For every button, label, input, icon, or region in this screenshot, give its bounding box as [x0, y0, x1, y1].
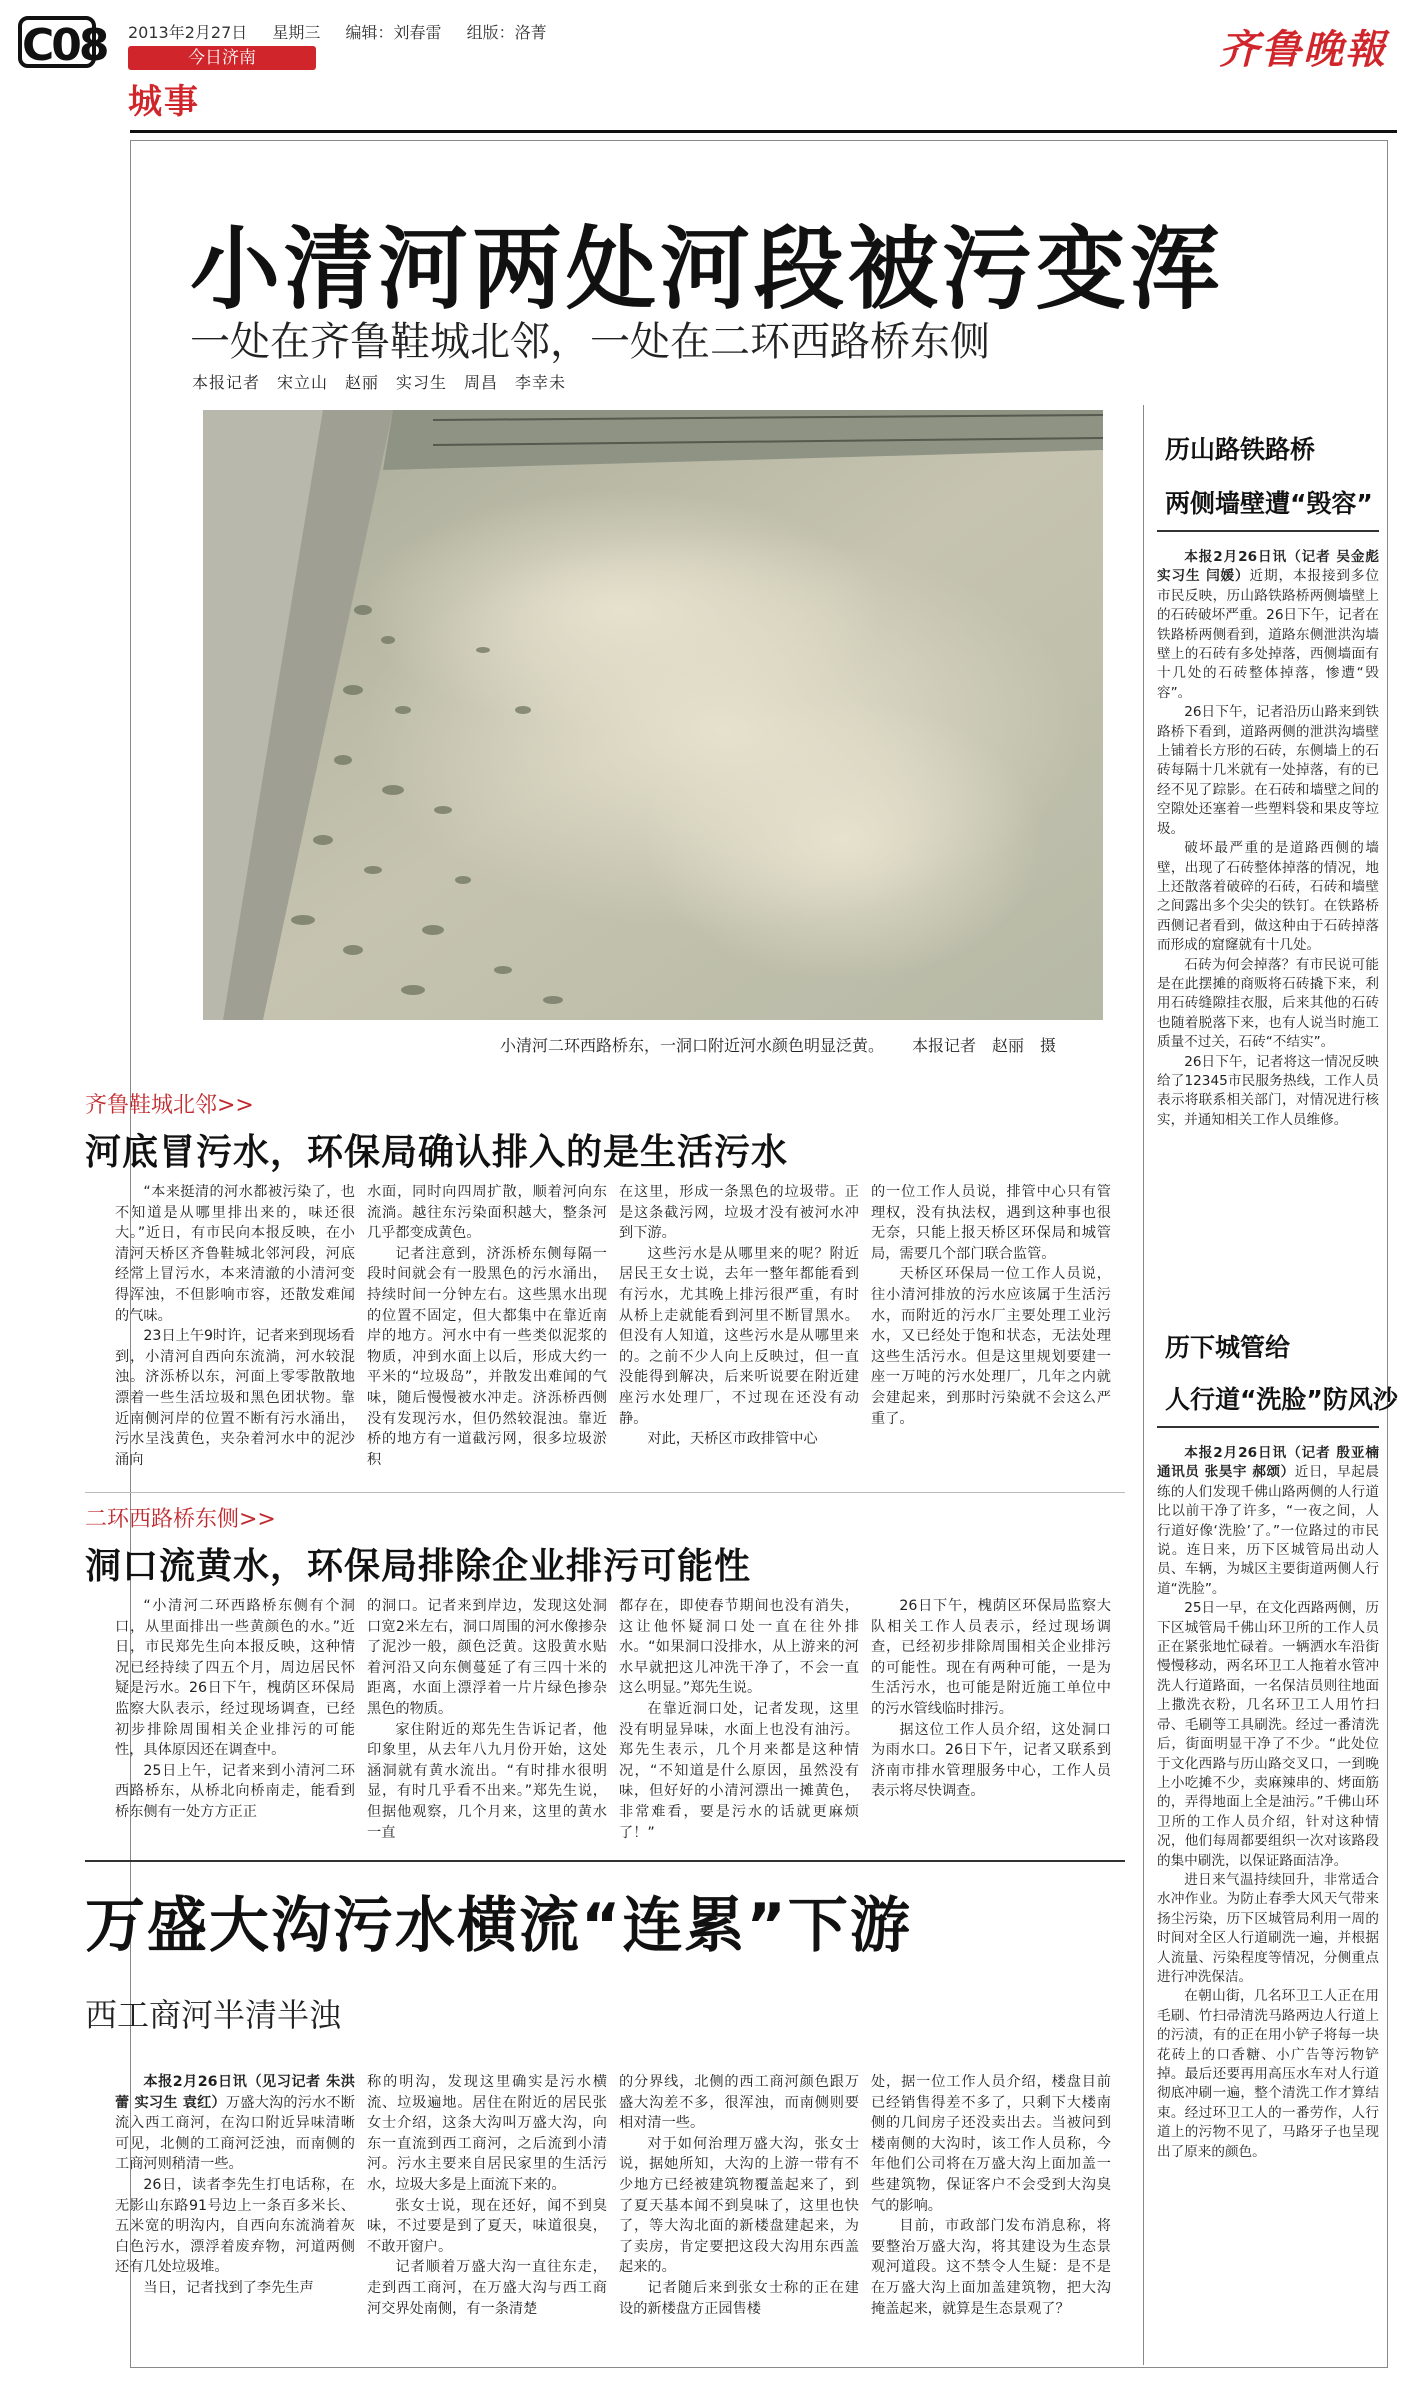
paragraph: “本来挺清的河水都被污染了，也不知道是从哪里排出来的，味还很大。”近日，有市民向本报反映，在小清河天桥区齐鲁鞋城北邻河段，河底经常上冒污水，本来清澈的小清河变得浑浊，不但影响市容，还散发难闻的气味。	[115, 1184, 355, 1324]
paragraph: 石砖为何会掉落？有市民说可能是在此摆摊的商贩将石砖撬下来，利用石砖缝隙挂衣服，后来其他的石砖也随着脱落下来，也有人说当时施工质量不过关，石砖“不结实”。	[1157, 956, 1379, 1051]
paragraph: 天桥区环保局一位工作人员说，往小清河排放的污水应该属于生活污水，而附近的污水厂主要处理工业污水，又已经处于饱和状态，无法处理这些生活污水。但是这里规划要建一座一万吨的污水处理厂，几年之内就会建起来，到那时污染就不会这么严重了。	[871, 1266, 1111, 1427]
paragraph: 记者注意到，济泺桥东侧每隔一段时间就会有一股黑色的污水涌出，持续时间一分钟左右。这些黑水出现的位置不固定，但大都集中在靠近南岸的地方。河水中有一些类似泥浆的物质，冲到水面上以后，形成大约一平米的“垃圾岛”，并散发出难闻的气味，随后慢慢被水冲走。济泺桥西侧没有发现污水，但仍然较混浊。靠近桥的地方有一道截污网，很多垃圾淤积	[367, 1245, 607, 1468]
paragraph: 当日，记者找到了李先生声	[143, 2279, 314, 2296]
sidebar-divider	[1143, 405, 1144, 2365]
paragraph: 26日下午，槐荫区环保局监察大队相关工作人员表示，经过现场调查，已经初步排除周围相关企业排污的可能性。现在有两种可能，一是为生活污水，也可能是附近施工单位中的污水管线临时排污。	[871, 1598, 1111, 1717]
designer-credit: 组版：洛菁	[466, 23, 547, 42]
paragraph: 破坏最严重的是道路西侧的墙壁，出现了石砖整体掉落的情况，地上还散落着破碎的石砖，石砖和墙壁之间露出多个尖尖的铁钉。在铁路桥西侧记者看到，做这种由于石砖掉落而形成的窟窿就有十几处。	[1157, 840, 1379, 954]
second-byline: 本报2月26日讯（见习记者 朱洪蕾 实习生 袁红）	[115, 2074, 355, 2111]
issue-weekday: 星期三	[272, 23, 321, 42]
section2-kicker: 二环西路桥东侧>>	[85, 1507, 276, 1532]
second-col-1	[115, 2072, 355, 2362]
sidebar2-rule	[1157, 1426, 1379, 1428]
paragraph: 近日，早起晨练的人们发现千佛山路两侧的人行道比以前干净了许多，“一夜之间，人行道好像‘洗脸’了。”一位路过的市民说。连日来，历下区城管局出动人员、车辆，为城区主要街道两侧人行道“洗脸”。	[1157, 1464, 1380, 1597]
section-name: 城事	[128, 82, 200, 122]
section1-kicker: 齐鲁鞋城北邻>>	[85, 1093, 254, 1118]
paragraph: 处，据一位工作人员介绍，楼盘目前已经销售得差不多了，只剩下大楼南侧的几间房子还没卖出去。当被问到楼南侧的大沟时，该工作人员称，今年他们公司将在万盛大沟上面加盖一些建筑物，保证客户不会受到大沟臭气的影响。	[871, 2074, 1111, 2214]
section1-col-2	[367, 1182, 607, 1472]
river-photo	[203, 410, 1103, 1020]
section2-col-1	[115, 1596, 355, 1846]
editor-credit: 编辑：刘春雷	[345, 23, 442, 42]
second-subheadline: 西工商河半清半浊	[85, 1996, 342, 2034]
paragraph: 在朝山街，几名环卫工人正在用毛刷、竹扫帚清洗马路两边人行道上的污渍，有的正在用小铲子将每一块花砖上的口香糖、小广告等污物铲掉。最后还要再用高压水车对人行道彻底冲刷一遍，整个清洗工作才算结束。经过环卫工人的一番劳作，人行道上的污物不见了，马路牙子也呈现出了原来的颜色。	[1157, 1988, 1379, 2160]
paragraph: 称的明沟，发现这里确实是污水横流、垃圾遍地。居住在附近的居民张女士介绍，这条大沟叫万盛大沟，向东一直流到西工商河，之后流到小清河。污水主要来自居民家里的生活污水，垃圾大多是上面流下来的。	[367, 2074, 607, 2193]
paragraph: 25日一早，在文化西路两侧，历下区城管局千佛山环卫所的工作人员正在紧张地忙碌着。一辆洒水车沿街慢慢移动，两名环卫工人拖着水管冲洗人行道路面，一名保洁员则往地面上撒洗衣粉，几名环卫工人用竹扫帚、毛刷等工具刷洗。经过一番清洗后，街面明显干净了不少。“此处位于文化西路与历山路交叉口，一到晚上小吃摊不少，卖麻辣串的、烤面筋的，弄得地面上全是油污。”千佛山环卫所的工作人员介绍，针对这种情况，他们每周都要组织一次对该路段的集中刷洗，以保证路面洁净。	[1157, 1600, 1379, 1869]
sidebar2-body	[1157, 1444, 1379, 2364]
paragraph: 25日上午，记者来到小清河二环西路桥东，从桥北向桥南走，能看到桥东侧有一处方方正正	[115, 1762, 355, 1820]
sidebar1-body	[1157, 548, 1379, 1268]
sidebar2-byline: 本报2月26日讯（记者 殷亚楠 通讯员 张昊宇 郝颂）	[1157, 1445, 1379, 1481]
section1-col-3	[619, 1182, 859, 1472]
paragraph: 的一位工作人员说，排管中心只有管理权，没有执法权，遇到这种事也很无奈，只能上报天桥区环保局和城管局，需要几个部门联合监管。	[871, 1184, 1111, 1262]
paragraph: “小清河二环西路桥东侧有个洞口，从里面排出一些黄颜色的水。”近日，市民郑先生向本报反映，这种情况已经持续了四五个月，周边居民怀疑是污水。26日下午，槐荫区环保局监察大队表示，经过现场调查，已经初步排除周围相关企业排污的可能性，具体原因还在调查中。	[115, 1598, 355, 1759]
paragraph: 进日来气温持续回升，非常适合水冲作业。为防止春季大风天气带来扬尘污染，历下区城管局利用一周的时间对全区人行道刷洗一遍，并根据人流量、污染程度等情况，分侧重点进行冲洗保洁。	[1157, 1871, 1379, 1985]
second-col-4	[871, 2072, 1111, 2362]
section-tab: 今日济南	[128, 46, 316, 70]
paragraph: 在这里，形成一条黑色的垃圾带。正是这条截污网，垃圾才没有被河水冲到下游。	[619, 1184, 859, 1242]
photo-caption	[500, 1033, 1056, 1056]
issue-meta	[128, 20, 567, 43]
paragraph: 记者顺着万盛大沟一直往东走，走到西工商河，在万盛大沟与西工商河交界处南侧，有一条清楚	[367, 2259, 607, 2317]
sidebar2-title-line2: 人行道“洗脸”防风沙	[1165, 1385, 1398, 1414]
paragraph: 23日上午9时许，记者来到现场看到，小清河自西向东流淌，河水较混浊。济泺桥以东，河面上零零散散地漂着一些生活垃圾和黑色团状物。靠近南侧河岸的位置不断有污水涌出，污水呈浅黄色，夹杂着河水中的泥沙涌向	[115, 1328, 355, 1468]
lead-byline: 本报记者 宋立山 赵丽 实习生 周昌 李幸未	[192, 373, 567, 392]
sidebar1-byline: 本报2月26日讯（记者 吴金彪 实习生 闫媛）	[1157, 549, 1379, 585]
photo-credit: 本报记者 赵丽 摄	[912, 1036, 1057, 1055]
masthead-logo: 齐鲁晚報	[1219, 26, 1387, 73]
paragraph: 的分界线，北侧的西工商河颜色跟万盛大沟差不多，很浑浊，而南侧则要相对清一些。	[619, 2074, 859, 2132]
paragraph: 对此，天桥区市政排管中心	[647, 1431, 818, 1448]
second-headline: 万盛大沟污水横流“连累”下游	[85, 1891, 912, 1961]
paragraph: 26日，读者李先生打电话称，在无影山东路91号边上一条百多米长、五米宽的明沟内，自西向东流淌着灰白色污水，漂浮着废弃物，河道两侧还有几处垃圾堆。	[115, 2176, 355, 2276]
header-rule	[130, 130, 1397, 133]
sidebar2-title-line1: 历下城管给	[1165, 1333, 1291, 1362]
paragraph: 这些污水是从哪里来的呢？附近居民王女士说，去年一整年都能看到有污水，尤其晚上排污很严重，有时从桥上走就能看到河里不断冒黑水。但没有人知道，这些污水是从哪里来的。之前不少人向上反映过，但一直没能得到解决，后来听说要在附近建座污水处理厂，不过现在还没有动静。	[619, 1245, 859, 1427]
lead-headline: 小清河两处河段被污变浑	[190, 217, 1224, 322]
sidebar1-rule	[1157, 530, 1379, 532]
section-separator	[85, 1492, 1125, 1493]
paragraph: 对于如何治理万盛大沟，张女士说，据她所知，大沟的上游一带有不少地方已经被建筑物覆盖起来了，到了夏天基本闻不到臭味了，这里也快了，等大沟北面的新楼盘建起来，为了卖房，肯定要把这段大沟用东西盖起来的。	[619, 2135, 859, 2276]
section2-heading: 洞口流黄水，环保局排除企业排污可能性	[85, 1546, 752, 1587]
paragraph: 据这位工作人员介绍，这处洞口为雨水口。26日下午，记者又联系到济南市排水管理服务中心，工作人员表示将尽快调查。	[871, 1721, 1111, 1800]
page-number: C08	[18, 16, 96, 68]
section2-col-2	[367, 1596, 607, 1846]
paragraph: 26日下午，记者将这一情况反映给了12345市民服务热线，工作人员表示将联系相关部门，对情况进行核实，并通知相关工作人员维修。	[1157, 1053, 1379, 1128]
second-col-3	[619, 2072, 859, 2362]
section1-heading: 河底冒污水，环保局确认排入的是生活污水	[85, 1132, 789, 1173]
paragraph: 记者随后来到张女士称的正在建设的新楼盘方正园售楼	[619, 2279, 859, 2317]
paragraph: 26日下午，记者沿历山路来到铁路桥下看到，道路两侧的泄洪沟墙壁上铺着长方形的石砖，东侧墙上的石砖每隔十几米就有一处掉落，有的已经不见了踪影。在石砖和墙壁之间的空隙处还塞着一些塑料袋和果皮等垃圾。	[1157, 704, 1379, 837]
sidebar1-title-line1: 历山路铁路桥	[1165, 435, 1316, 464]
section2-col-3	[619, 1596, 859, 1846]
photo-caption-text: 小清河二环西路桥东，一洞口附近河水颜色明显泛黄。	[500, 1036, 885, 1055]
paragraph: 水面，同时向四周扩散，顺着河向东流淌。越往东污染面积越大，整条河几乎都变成黄色。	[367, 1184, 607, 1242]
issue-date: 2013年2月27日	[128, 23, 248, 42]
section2-col-4	[871, 1596, 1111, 1846]
paragraph: 近期，本报接到多位市民反映，历山路铁路桥两侧墙壁上的石砖破坏严重。26日下午，记者在铁路桥两侧看到，道路东侧泄洪沟墙壁上的石砖有多处掉落，西侧墙面有十几处的石砖整体掉落，惨遭“毁容”。	[1157, 568, 1379, 701]
lead-subheadline: 一处在齐鲁鞋城北邻，一处在二环西路桥东侧	[190, 319, 990, 365]
river-photo-illustration	[203, 410, 1103, 1020]
section1-col-4	[871, 1182, 1111, 1472]
second-col-2	[367, 2072, 607, 2362]
paragraph: 张女士说，现在还好，闻不到臭味，不过要是到了夏天，味道很臭，不敢开窗户。	[367, 2197, 607, 2255]
paragraph: 都存在，即使春节期间也没有消失，这让他怀疑洞口处一直在往外排水。“如果洞口没排水，从上游来的河水早就把这儿冲洗干净了，不会一直这么明显。”郑先生说。	[619, 1598, 859, 1697]
paragraph: 目前，市政部门发布消息称，将要整治万盛大沟，将其建设为生态景观河道段。这不禁令人生疑：是不是在万盛大沟上面加盖建筑物，把大沟掩盖起来，就算是生态景观了？	[871, 2218, 1111, 2317]
story-separator	[85, 1860, 1125, 1862]
paragraph: 在靠近洞口处，记者发现，这里没有明显异味，水面上也没有油污。郑先生表示，几个月来都是这种情况，“不知道是什么原因，虽然没有味，但好好的小清河漂出一摊黄色，非常难看，要是污水的话就更麻烦了！”	[619, 1700, 859, 1841]
paragraph: 的洞口。记者来到岸边，发现这处洞口宽2米左右，洞口周围的河水像掺杂了泥沙一般，颜色泛黄。这股黄水贴着河沿又向东侧蔓延了有三四十米的距离，水面上漂浮着一片片绿色掺杂黑色的物质。	[367, 1598, 607, 1717]
paragraph: 家住附近的郑先生告诉记者，他印象里，从去年八九月份开始，这处涵洞就有黄水流出。“有时排水很明显，有时几乎看不出来。”郑先生说，但据他观察，几个月来，这里的黄水一直	[367, 1721, 607, 1841]
section1-col-1	[115, 1182, 355, 1472]
sidebar1-title-line2: 两侧墙壁遭“毁容”	[1165, 489, 1373, 518]
paragraph: 万盛大沟的污水不断流入西工商河，在沟口附近异味清晰可见，北侧的工商河泛浊，而南侧的工商河则稍清一些。	[115, 2094, 355, 2173]
